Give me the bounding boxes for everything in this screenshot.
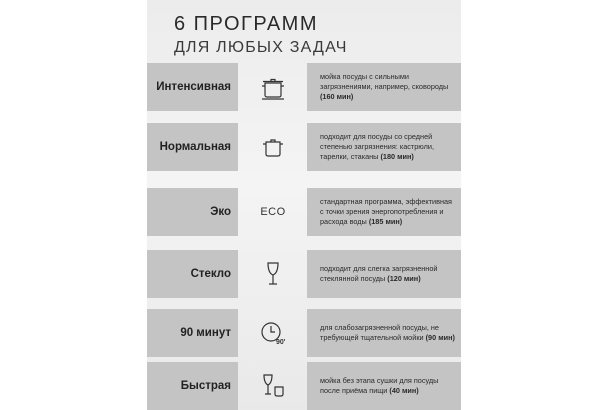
program-description: подходит для слегка загрязненной стеклянной посуды (120 мин) [307,250,461,298]
page-subtitle: ДЛЯ ЛЮБЫХ ЗАДАЧ [174,39,348,56]
program-description: мойка без этапа сушки для посуды после приёма пищи (40 мин) [307,362,461,410]
page-title: 6 ПРОГРАММ [174,13,319,35]
clock-90-icon [255,316,291,350]
program-description: мойка посуды с сильными загрязнениями, например, сковороды (160 мин) [307,63,461,111]
program-row-normal [147,123,461,171]
program-row-glass [147,250,461,298]
program-row-quick [147,362,461,410]
program-row-90min [147,309,461,357]
eco-icon: ECO [260,206,286,218]
program-row-intensive [147,63,461,111]
program-name: Нормальная [147,123,238,171]
program-description: для слабозагрязненной посуды, не требующей тщательной мойки (90 мин) [307,309,461,357]
program-row-eco [147,188,461,236]
pot-with-lid-icon [255,70,291,104]
program-description: подходит для посуды со средней степенью загрязнения: кастрюли, тарелки, стаканы (180 мин) [307,123,461,171]
program-name: Быстрая [147,362,238,410]
program-name: Стекло [147,250,238,298]
wine-glass-icon [255,257,291,291]
program-name: 90 минут [147,309,238,357]
program-name: Интенсивная [147,63,238,111]
glass-and-cup-icon [255,369,291,403]
program-name: Эко [147,188,238,236]
pot-icon [255,130,291,164]
svg-text:90': 90' [276,339,286,346]
program-description: стандартная программа, эффективная с точки зрения энергопотребления и расхода воды (185 мин) [307,188,461,236]
